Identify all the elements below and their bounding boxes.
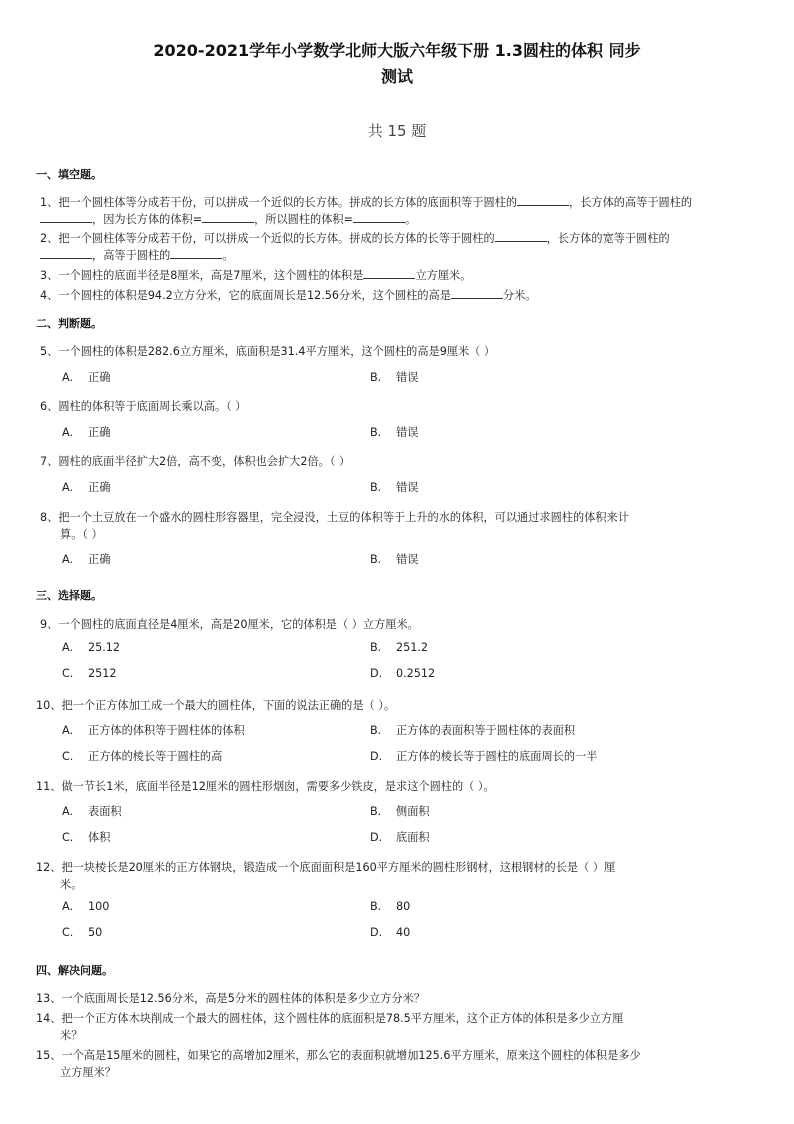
document-title [0,38,794,90]
q10-option-a[interactable]: A. 正方体的体积等于圆柱体的体积 [62,724,245,737]
title-line-1: 2020-2021学年小学数学北师大版六年级下册 1.3圆柱的体积 同步 [153,41,641,60]
q7-option-a[interactable]: A. 正确 [62,481,111,494]
question-7: 7、圆柱的底面半径扩大2倍，高不变，体积也会扩大2倍。（ ） [40,455,351,468]
answer-blank[interactable] [40,211,92,223]
q10-option-d[interactable]: D. 正方体的棱长等于圆柱的底面周长的一半 [370,750,598,763]
q11-option-a[interactable]: A. 表面积 [62,805,122,818]
q10-option-b[interactable]: B. 正方体的表面积等于圆柱体的表面积 [370,724,576,737]
answer-blank[interactable] [353,211,405,223]
section-true-false: 二、判断题。 [36,317,102,330]
q8-option-a[interactable]: A. 正确 [62,553,111,566]
q9-option-c[interactable]: C. 2512 [62,667,117,680]
question-5: 5、一个圆柱的体积是282.6立方厘米，底面积是31.4平方厘米，这个圆柱的高是9厘米（ ） [40,345,496,358]
q12-option-a[interactable]: A. 100 [62,900,110,913]
answer-blank[interactable] [495,230,547,242]
question-15: 15、一个高是15厘米的圆柱，如果它的高增加2厘米，那么它的表面积就增加125.6平方厘米，原来这个圆柱的体积是多少 立方厘米？ [36,1049,641,1079]
q11-option-c[interactable]: C. 体积 [62,831,111,844]
question-count: 共 15 题 [367,122,427,140]
question-11: 11、做一节长1米，底面半径是12厘米的圆柱形烟囱，需要多少铁皮，是求这个圆柱的（ ）。 [36,780,495,793]
q6-option-a[interactable]: A. 正确 [62,426,111,439]
q5-option-b[interactable]: B. 错误 [370,371,419,384]
question-1: 1、把一个圆柱体等分成若干份，可以拼成一个近似的长方体。拼成的长方体的底面积等于圆柱的 ，长方体的高等于圆柱的，因为长方体的体积= ，所以圆柱的体积= 。 [40,196,693,226]
q9-option-d[interactable]: D. 0.2512 [370,667,436,680]
answer-blank[interactable] [517,194,569,206]
q6-option-b[interactable]: B. 错误 [370,426,419,439]
q9-option-a[interactable]: A. 25.12 [62,641,121,654]
answer-blank[interactable] [40,247,92,259]
answer-blank[interactable] [170,247,222,259]
answer-blank[interactable] [202,211,254,223]
section-word-problems: 四、解决问题。 [36,964,113,977]
answer-blank[interactable] [363,267,415,279]
question-10: 10、把一个正方体加工成一个最大的圆柱体，下面的说法正确的是（ ）。 [36,699,396,712]
question-13: 13、一个底面周长是12.56分米，高是5分米的圆柱体的体积是多少立方分米？ [36,992,426,1005]
q8-option-b[interactable]: B. 错误 [370,553,419,566]
q7-option-b[interactable]: B. 错误 [370,481,419,494]
q5-option-a[interactable]: A. 正确 [62,371,111,384]
q10-option-c[interactable]: C. 正方体的棱长等于圆柱的高 [62,750,223,763]
question-2: 2、把一个圆柱体等分成若干份，可以拼成一个近似的长方体。拼成的长方体的长等于圆柱的 ，长方体的宽等于圆柱的，高等于圆柱的 。 [40,232,670,262]
question-3: 3、一个圆柱的底面半径是8厘米，高是7厘米，这个圆柱的体积是 立方厘米。 [40,269,472,282]
q12-option-d[interactable]: D. 40 [370,926,411,939]
question-12: 12、把一块棱长是20厘米的正方体钢块，锻造成一个底面面积是160平方厘米的圆柱形钢材，这根钢材的长是（ ）厘 米。 [36,861,616,891]
question-6: 6、圆柱的体积等于底面周长乘以高。（ ） [40,400,247,413]
section-multiple-choice: 三、选择题。 [36,589,102,602]
q12-option-c[interactable]: C. 50 [62,926,103,939]
answer-blank[interactable] [451,287,503,299]
q11-option-b[interactable]: B. 侧面积 [370,805,430,818]
section-fill-in-blank: 一、填空题。 [36,168,102,181]
question-9: 9、一个圆柱的底面直径是4厘米，高是20厘米，它的体积是（ ）立方厘米。 [40,618,419,631]
q9-option-b[interactable]: B. 251.2 [370,641,429,654]
q11-option-d[interactable]: D. 底面积 [370,831,430,844]
question-8: 8、把一个土豆放在一个盛水的圆柱形容器里，完全浸没，土豆的体积等于上升的水的体积，可以通过求圆柱的体积来计 算。（ ） [40,511,629,541]
title-line-2: 测试 [380,67,413,86]
question-4: 4、一个圆柱的体积是94.2立方分米，它的底面周长是12.56分米，这个圆柱的高是 分米。 [40,289,537,302]
q12-option-b[interactable]: B. 80 [370,900,411,913]
question-14: 14、把一个正方体木块削成一个最大的圆柱体，这个圆柱体的底面积是78.5平方厘米，这个正方体的体积是多少立方厘 米？ [36,1012,624,1042]
